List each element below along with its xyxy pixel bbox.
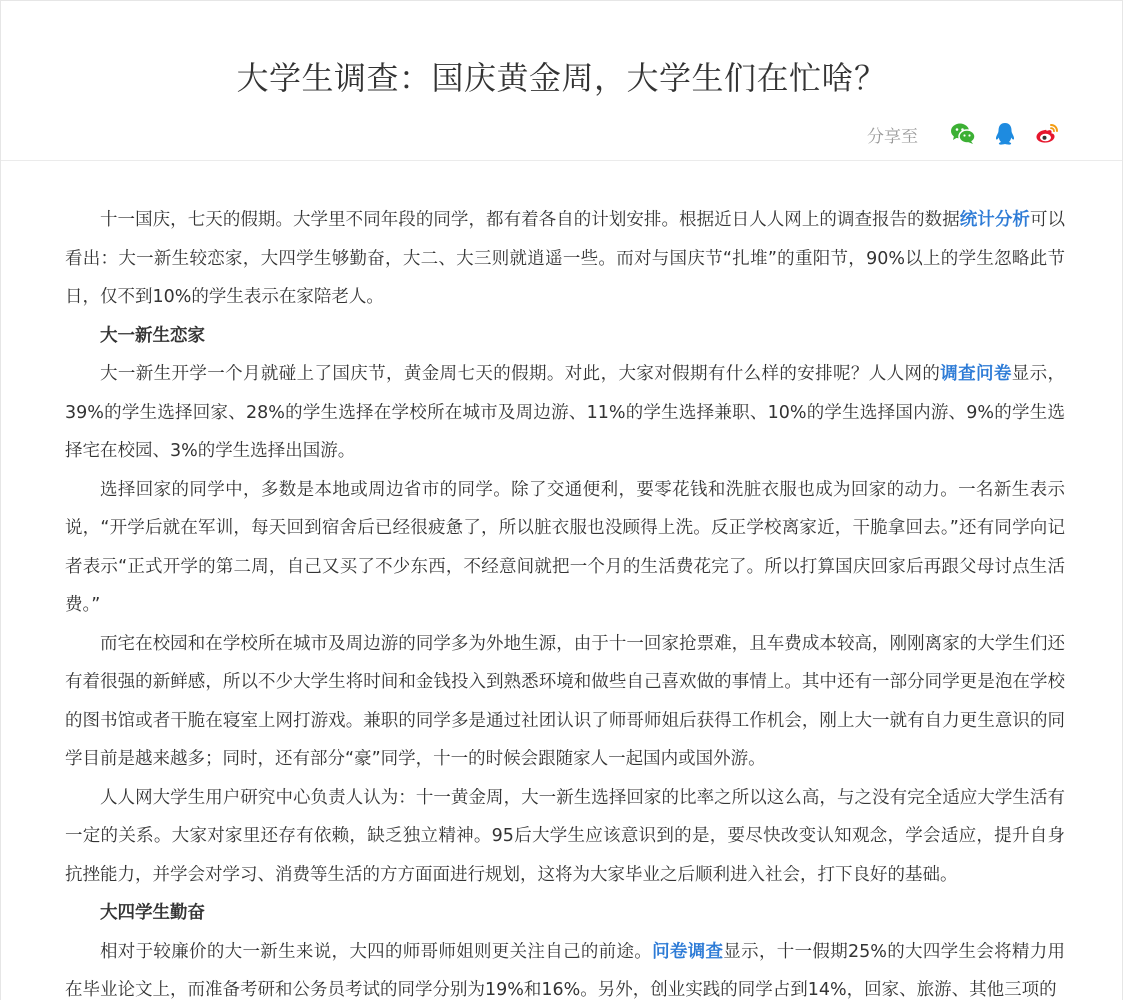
section-heading-seniors: 大四学生勤奋 (100, 903, 205, 923)
page-title: 大学生调查：国庆黄金周，大学生们在忙啥？ (236, 59, 887, 97)
paragraph-going-home: 选择回家的同学中，多数是本地或周边省市的同学。除了交通便利，要零花钱和洗脏衣服也成为回家的动力。一名新生表示说，“开学后就在军训，每天回到宿舍后已经很疲惫了，所以脏衣服也没顾得上洗。反正学校离家近，干脆拿回去。”还有同学向记者表示“正式开学的第二周，自己又买了不少东西，不经意间就把一个月的生活费花完了。所以打算国庆回家后再跟父母讨点生活费。” (65, 479, 1065, 615)
article-body (65, 201, 1065, 1000)
qq-icon[interactable] (992, 121, 1018, 147)
share-bar (867, 121, 1060, 147)
wechat-icon[interactable] (950, 121, 976, 147)
paragraph-staying-campus: 而宅在校园和在学校所在城市及周边游的同学多为外地生源，由于十一回家抢票难，且车费成本较高，刚刚离家的大学生们还有着很强的新鲜感，所以不少大学生将时间和金钱投入到熟悉环境和做些自己喜欢做的事情上。其中还有一部分同学更是泡在学校的图书馆或者干脆在寝室上网打游戏。兼职的同学多是通过社团认识了师哥师姐后获得工作机会，刚上大一就有自力更生意识的同学目前是越来越多；同时，还有部分“豪”同学，十一的时候会跟随家人一起国内或国外游。 (65, 633, 1065, 769)
link-stats-analysis[interactable]: 统计分析 (959, 210, 1030, 230)
section-heading-freshmen: 大一新生恋家 (100, 325, 205, 346)
share-label: 分享至 (867, 126, 918, 147)
link-questionnaire-survey[interactable]: 问卷调查 (652, 941, 724, 962)
link-survey-questionnaire[interactable]: 调查问卷 (940, 364, 1012, 384)
paragraph-freshmen-survey: 大一新生开学一个月就碰上了国庆节，黄金周七天的假期。对此，大家对假期有什么样的安排呢？人人网的调查问卷显示，39%的学生选择回家、28%的学生选择在学校所在城市及周边游、11%的学生选择兼职、10%的学生选择国内游、9%的学生选择宅在校园、3%的学生选择出国游。 (65, 364, 1066, 461)
article-header (1, 1, 1122, 161)
paragraph-intro: 十一国庆，七天的假期。大学里不同年段的同学，都有着各自的计划安排。根据近日人人网上的调查报告的数据统计分析可以看出：大一新生较恋家，大四学生够勤奋，大二、大三则就逍遥一些。而对与国庆节“扎堆”的重阳节，90%以上的学生忽略此节日，仅不到10%的学生表示在家陪老人。 (65, 210, 1065, 307)
paragraph-expert-opinion: 人人网大学生用户研究中心负责人认为：十一黄金周，大一新生选择回家的比率之所以这么高，与之没有完全适应大学生活有一定的关系。大家对家里还存有依赖，缺乏独立精神。95后大学生应该意识到的是，要尽快改变认知观念，学会适应，提升自身抗挫能力，并学会对学习、消费等生活的方方面面进行规划，这将为大家毕业之后顺利进入社会，打下良好的基础。 (65, 787, 1065, 885)
paragraph-seniors: 相对于较廉价的大一新生来说，大四的师哥师姐则更关注自己的前途。问卷调查显示，十一假期25%的大四学生会将精力用在毕业论文上，而准备考研和公务员考试的同学分别为19%和16%。另外，创业实践的同学占到14%，回家、旅游、其他三项的 (65, 941, 1066, 1000)
weibo-icon[interactable] (1034, 121, 1060, 147)
